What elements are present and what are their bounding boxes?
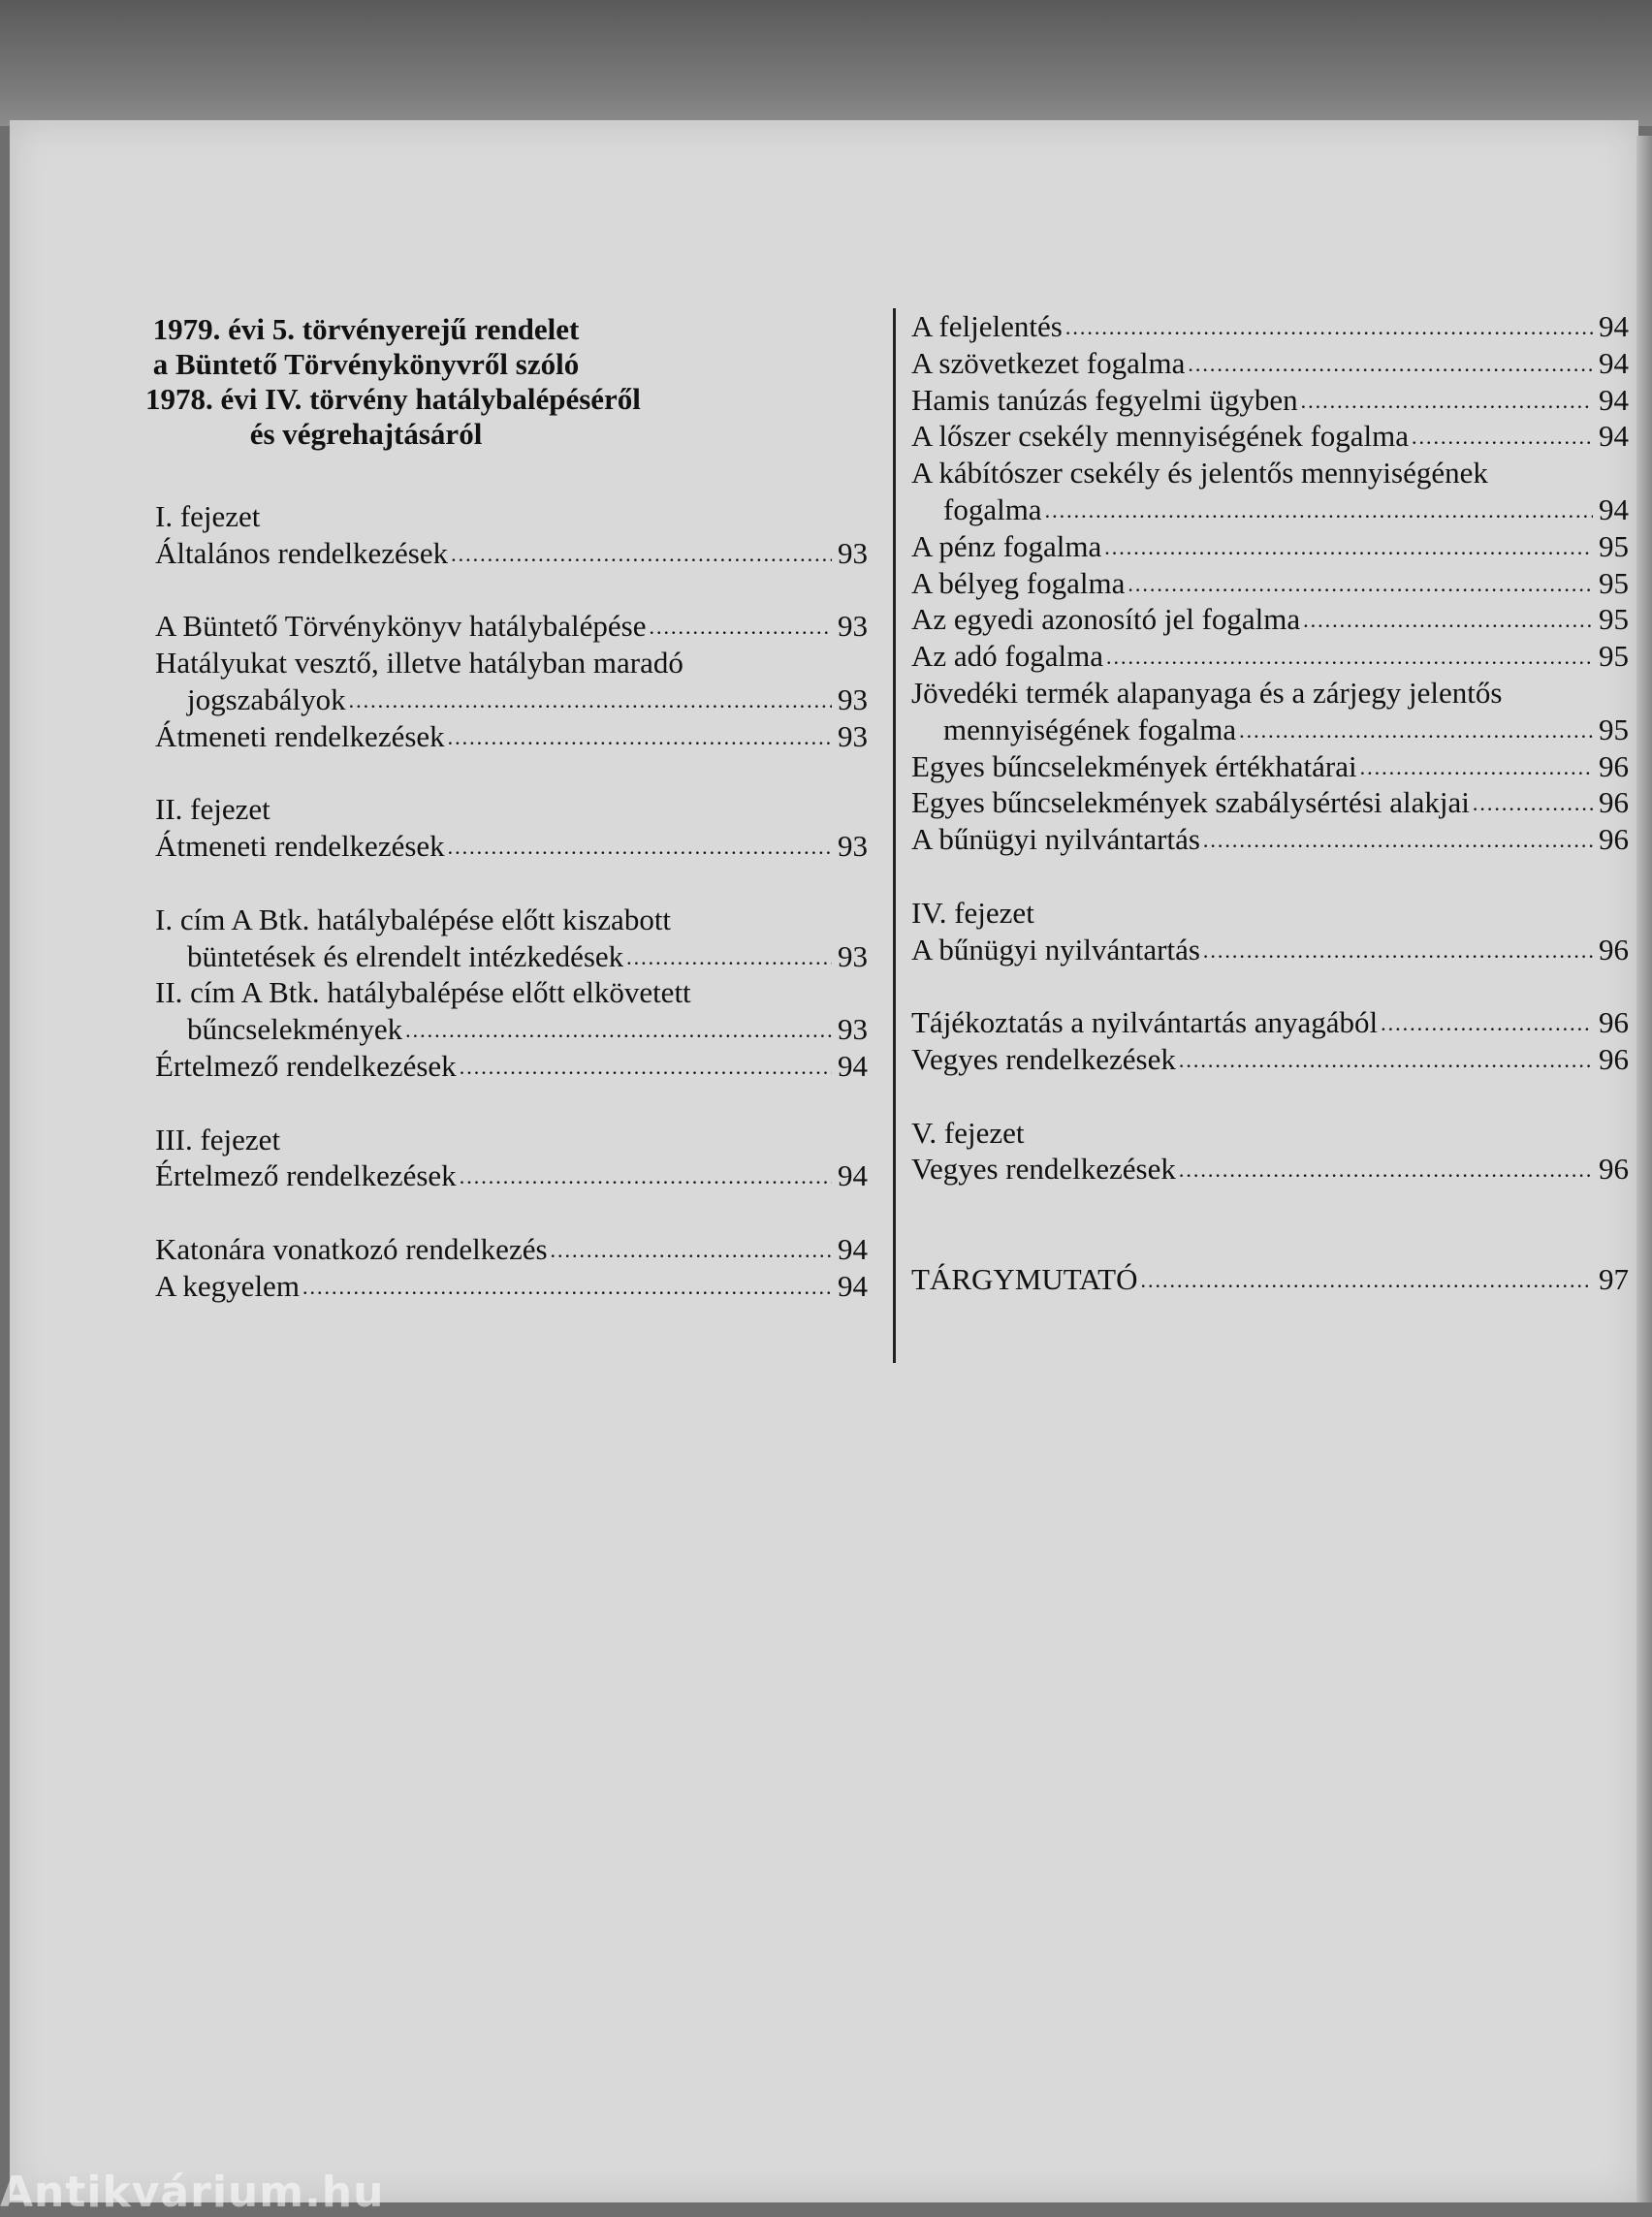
toc-entry-text: mennyiségének fogalma xyxy=(943,712,1237,746)
toc-entry xyxy=(911,418,1629,455)
toc-entry-text: A lőszer csekély mennyiségének fogalma xyxy=(911,419,1410,454)
toc-entry xyxy=(155,608,868,645)
toc-page-number: 95 xyxy=(1599,639,1629,674)
toc-entry xyxy=(911,675,1629,712)
dot-leader xyxy=(551,1229,832,1269)
dot-leader xyxy=(1179,1039,1593,1079)
dot-leader xyxy=(448,716,832,756)
toc-entry xyxy=(155,1048,868,1085)
toc-page-number: 94 xyxy=(838,1268,868,1303)
dot-leader xyxy=(1301,380,1593,420)
toc-entry xyxy=(155,718,868,755)
toc-entry-text: Az adó fogalma xyxy=(911,639,1103,674)
toc-entry xyxy=(911,601,1629,638)
toc-entry-text: Katonára vonatkozó rendelkezés xyxy=(155,1231,548,1266)
dot-leader xyxy=(451,533,832,573)
toc-page-number: 94 xyxy=(1599,309,1629,343)
toc-entry-text: Átmeneti rendelkezések xyxy=(155,718,445,753)
toc-entry xyxy=(155,1122,868,1158)
toc-entry-text: Értelmező rendelkezések xyxy=(155,1158,457,1193)
toc-page-number: 94 xyxy=(1599,419,1629,454)
toc-entry-text: II. fejezet xyxy=(155,792,270,827)
toc-entry-text: Hatályukat vesztő, illetve hatályban maradó xyxy=(155,646,683,681)
toc-entry-text: Általános rendelkezések xyxy=(155,535,449,570)
toc-entry-text: A bűnügyi nyilvántartás xyxy=(911,932,1200,966)
toc-entry-text: fogalma xyxy=(943,491,1042,526)
toc-entry-text: II. cím A Btk. hatálybalépése előtt elkövetett xyxy=(155,975,691,1010)
toc-page-number: 96 xyxy=(1599,1152,1629,1187)
toc-page-number: 95 xyxy=(1599,602,1629,637)
toc-page-number: 93 xyxy=(838,1012,868,1047)
toc-spacer xyxy=(911,967,1629,1004)
dot-leader xyxy=(1473,782,1593,822)
toc-page-number: 93 xyxy=(838,609,868,644)
toc-entry-text: A Büntető Törvénykönyv hatálybalépése xyxy=(155,609,647,644)
toc-page-number: 93 xyxy=(838,938,868,973)
toc-entry-text: V. fejezet xyxy=(911,1115,1025,1150)
toc-entry-text: Egyes bűncselekmények értékhatárai xyxy=(911,748,1357,783)
toc-entry xyxy=(155,498,868,535)
toc-entry xyxy=(911,345,1629,382)
toc-page-number: 93 xyxy=(838,535,868,570)
toc-entry-text: A pénz fogalma xyxy=(911,528,1102,563)
toc-entry xyxy=(911,528,1629,565)
toc-page-number: 96 xyxy=(1599,1041,1629,1076)
toc-spacer xyxy=(911,1224,1629,1261)
toc-entry-text: IV. fejezet xyxy=(911,895,1034,930)
toc-entry xyxy=(911,1261,1629,1298)
toc-entry xyxy=(155,1157,868,1194)
toc-entry xyxy=(155,535,868,572)
watermark: Antikvárium.hu xyxy=(0,2168,385,2217)
toc-entry xyxy=(155,902,868,938)
toc-page-number: 97 xyxy=(1599,1261,1629,1296)
toc-entry-text: I. fejezet xyxy=(155,499,261,533)
toc-entry xyxy=(911,1004,1629,1041)
toc-page-number: 93 xyxy=(838,829,868,864)
toc-page-number: 95 xyxy=(1599,528,1629,563)
dot-leader xyxy=(1412,416,1593,456)
toc-spacer xyxy=(911,1188,1629,1224)
toc-left-column xyxy=(155,498,868,1305)
toc-entry xyxy=(911,1115,1629,1152)
toc-entry xyxy=(911,1151,1629,1188)
dot-leader xyxy=(650,606,832,646)
toc-entry xyxy=(911,784,1629,821)
dot-leader xyxy=(1303,599,1593,639)
toc-page-number: 93 xyxy=(838,681,868,716)
dot-leader xyxy=(1239,710,1593,749)
toc-entry xyxy=(911,382,1629,419)
dot-leader xyxy=(1045,490,1593,529)
toc-entry-text: A bűnügyi nyilvántartás xyxy=(911,822,1200,857)
toc-page-number: 95 xyxy=(1599,712,1629,746)
toc-entry xyxy=(911,932,1629,968)
dot-leader xyxy=(1128,563,1593,603)
page-edge xyxy=(1636,136,1652,2202)
toc-entry-text: Átmeneti rendelkezések xyxy=(155,829,445,864)
toc-page-number: 94 xyxy=(838,1158,868,1193)
toc-entry xyxy=(911,455,1629,491)
toc-entry-text: Tájékoztatás a nyilvántartás anyagából xyxy=(911,1005,1379,1040)
title-line: a Büntető Törvénykönyvről szóló xyxy=(152,347,580,381)
dot-leader xyxy=(1179,1149,1593,1188)
toc-entry-text: Értelmező rendelkezések xyxy=(155,1048,457,1083)
toc-entry xyxy=(911,712,1629,748)
toc-page-number: 96 xyxy=(1599,822,1629,857)
toc-entry-text: bűncselekmények xyxy=(187,1012,403,1047)
toc-spacer xyxy=(155,572,868,609)
toc-entry xyxy=(911,638,1629,675)
dot-leader xyxy=(1104,526,1593,566)
toc-entry-text: büntetések és elrendelt intézkedések xyxy=(187,938,624,973)
toc-entry xyxy=(911,895,1629,932)
dot-leader xyxy=(1203,930,1593,969)
toc-entry-text: I. cím A Btk. hatálybalépése előtt kiszabott xyxy=(155,902,672,936)
column-divider xyxy=(893,308,896,1363)
toc-entry-text: A kábítószer csekély és jelentős mennyiségének xyxy=(911,456,1488,491)
toc-entry xyxy=(911,1041,1629,1078)
toc-page-number: 94 xyxy=(838,1231,868,1266)
toc-entry-text: jogszabályok xyxy=(187,681,346,716)
toc-entry-text: A feljelentés xyxy=(911,309,1063,343)
toc-entry-text: III. fejezet xyxy=(155,1122,281,1156)
dot-leader xyxy=(1140,1259,1593,1299)
toc-right-column xyxy=(911,308,1629,1298)
toc-page-number: 96 xyxy=(1599,1005,1629,1040)
section-title xyxy=(145,312,641,452)
title-line: 1978. évi IV. törvény hatálybalépéséről xyxy=(145,382,641,416)
dot-leader xyxy=(302,1266,832,1306)
toc-entry-text: Jövedéki termék alapanyaga és a zárjegy jelentős xyxy=(911,675,1503,710)
toc-spacer xyxy=(155,865,868,902)
toc-entry xyxy=(155,681,868,718)
toc-spacer xyxy=(155,755,868,792)
toc-page-number: 96 xyxy=(1599,748,1629,783)
toc-entry xyxy=(155,828,868,865)
toc-spacer xyxy=(155,1194,868,1231)
toc-entry xyxy=(155,645,868,681)
dot-leader xyxy=(1360,746,1593,786)
dot-leader xyxy=(1065,306,1593,346)
toc-page-number: 93 xyxy=(838,718,868,753)
toc-entry-text: A bélyeg fogalma xyxy=(911,565,1126,600)
toc-entry-text: Az egyedi azonosító jel fogalma xyxy=(911,602,1301,637)
toc-entry xyxy=(911,821,1629,858)
dot-leader xyxy=(1106,636,1593,676)
dot-leader xyxy=(1203,819,1593,859)
toc-spacer xyxy=(911,858,1629,895)
toc-entry xyxy=(155,1231,868,1268)
toc-entry xyxy=(155,974,868,1011)
toc-entry-text: A kegyelem xyxy=(155,1268,300,1303)
toc-page-number: 95 xyxy=(1599,565,1629,600)
toc-entry-text: Vegyes rendelkezések xyxy=(911,1041,1176,1076)
dot-leader xyxy=(349,680,832,719)
toc-entry xyxy=(155,791,868,828)
toc-entry-text: Egyes bűncselekmények szabálysértési alakjai xyxy=(911,785,1470,820)
toc-spacer xyxy=(155,1085,868,1122)
toc-entry-text: A szövetkezet fogalma xyxy=(911,345,1186,380)
dot-leader xyxy=(405,1009,832,1049)
photo-background xyxy=(0,0,1652,126)
toc-page-number: 96 xyxy=(1599,785,1629,820)
toc-entry-text: Hamis tanúzás fegyelmi ügyben xyxy=(911,382,1298,417)
dot-leader xyxy=(1381,1002,1593,1042)
toc-entry-text: Vegyes rendelkezések xyxy=(911,1152,1176,1187)
dot-leader xyxy=(1188,343,1593,383)
toc-entry xyxy=(911,748,1629,785)
toc-page-number: 94 xyxy=(838,1048,868,1083)
toc-page-number: 94 xyxy=(1599,345,1629,380)
title-line: és végrehajtásáról xyxy=(249,417,483,451)
dot-leader xyxy=(460,1046,832,1086)
toc-entry xyxy=(155,1268,868,1305)
toc-page-number: 94 xyxy=(1599,491,1629,526)
toc-entry-text: TÁRGYMUTATÓ xyxy=(911,1261,1138,1296)
toc-entry xyxy=(155,1011,868,1048)
toc-entry xyxy=(911,565,1629,602)
toc-entry xyxy=(911,491,1629,528)
dot-leader xyxy=(460,1156,832,1195)
title-line: 1979. évi 5. törvényerejű rendelet xyxy=(152,312,580,346)
toc-entry xyxy=(911,308,1629,345)
dot-leader xyxy=(626,936,832,976)
toc-page-number: 96 xyxy=(1599,932,1629,966)
toc-entry xyxy=(155,938,868,975)
toc-spacer xyxy=(911,1078,1629,1115)
toc-page-number: 94 xyxy=(1599,382,1629,417)
dot-leader xyxy=(448,826,832,866)
